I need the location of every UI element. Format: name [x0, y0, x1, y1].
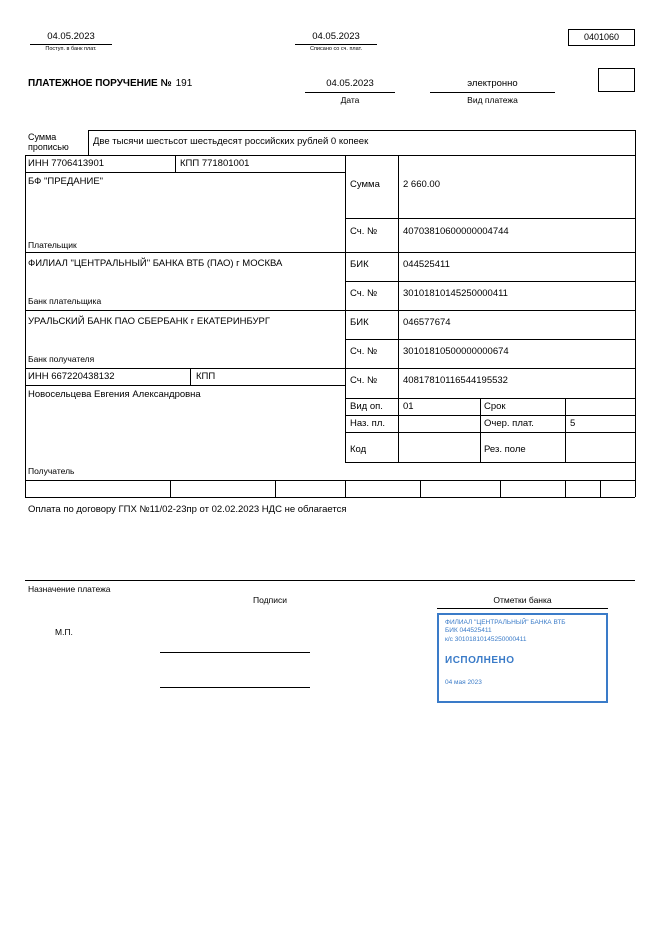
- table-border: [25, 172, 345, 173]
- document-date-value: 04.05.2023: [326, 78, 374, 89]
- table-border: [345, 339, 635, 340]
- table-border: [190, 368, 191, 385]
- date-debited-value: 04.05.2023: [312, 31, 360, 42]
- table-border: [480, 398, 481, 462]
- signatures-label: Подписи: [253, 595, 287, 605]
- table-border: [275, 480, 276, 497]
- table-border: [345, 480, 346, 497]
- priority-label: Очер. плат.: [484, 418, 534, 429]
- payment-kind-underline: [430, 92, 555, 93]
- table-border: [565, 398, 566, 462]
- payer-bank-account-label: Сч. №: [350, 288, 378, 299]
- signature-line-1: [160, 652, 310, 653]
- payee-bank-name: УРАЛЬСКИЙ БАНК ПАО СБЕРБАНК г ЕКАТЕРИНБУРГ: [28, 316, 271, 327]
- purpose-code-label: Наз. пл.: [350, 418, 385, 429]
- table-border: [175, 155, 176, 172]
- payee-inn: ИНН 667220438132: [28, 371, 115, 382]
- term-label: Срок: [484, 401, 506, 412]
- document-date-caption: Дата: [340, 95, 360, 105]
- payee-bank-bik-label: БИК: [350, 317, 369, 328]
- bank-marks-underline: [437, 608, 608, 609]
- document-date-underline: [305, 92, 395, 93]
- payee-bank-bik-value: 046577674: [403, 317, 451, 328]
- payer-name: БФ "ПРЕДАНИЕ": [28, 176, 104, 187]
- table-border: [635, 130, 636, 497]
- table-border: [565, 480, 566, 497]
- table-border: [25, 155, 635, 156]
- date-received-underline: [30, 44, 112, 45]
- table-border: [88, 130, 635, 131]
- amount-value: 2 660.00: [403, 179, 440, 190]
- amount-words-label: Сумма прописью: [28, 132, 69, 153]
- payee-name: Новосельцева Евгения Александровна: [28, 389, 201, 400]
- document-number: 191: [175, 78, 193, 89]
- reserve-field-label: Рез. поле: [484, 444, 526, 455]
- payer-bank-name: ФИЛИАЛ "ЦЕНТРАЛЬНЫЙ" БАНКА ВТБ (ПАО) г МОСКВА: [28, 258, 283, 269]
- table-border: [25, 385, 345, 386]
- stamp-date: 04 мая 2023: [445, 679, 482, 687]
- payer-inn: ИНН 7706413901: [28, 158, 105, 169]
- table-border: [25, 368, 635, 369]
- payee-account-label: Сч. №: [350, 375, 378, 386]
- stamp-status: ИСПОЛНЕНО: [445, 655, 515, 667]
- payer-account-value: 40703810600000004744: [403, 226, 509, 237]
- payee-bank-caption: Банк получателя: [28, 354, 95, 364]
- table-border: [25, 480, 635, 481]
- op-kind-value: 01: [403, 401, 414, 412]
- table-border: [345, 218, 635, 219]
- table-border: [25, 252, 635, 253]
- payee-caption: Получатель: [28, 466, 75, 476]
- priority-value: 5: [570, 418, 576, 429]
- form-code-value: 0401060: [583, 32, 620, 42]
- payer-caption: Плательщик: [28, 240, 77, 250]
- stamp-corr-account: к/с 30101810145250000411: [445, 635, 527, 643]
- signature-line-2: [160, 687, 310, 688]
- payer-bank-bik-label: БИК: [350, 259, 369, 270]
- table-border: [345, 462, 635, 463]
- table-border: [500, 480, 501, 497]
- payer-bank-account-value: 30101810145250000411: [403, 288, 508, 299]
- code-label: Код: [350, 444, 367, 455]
- date-debited-underline: [295, 44, 377, 45]
- form-code-box: [568, 29, 635, 46]
- payee-bank-account-value: 30101810500000000674: [403, 346, 509, 357]
- payer-bank-caption: Банк плательщика: [28, 296, 102, 306]
- table-border: [25, 155, 26, 497]
- stamp-bik: БИК 044525411: [445, 627, 492, 635]
- date-received-value: 04.05.2023: [47, 31, 95, 42]
- table-border: [25, 310, 635, 311]
- document-title: [28, 78, 192, 90]
- table-border: [88, 130, 89, 155]
- payee-kpp-label: КПП: [196, 371, 216, 382]
- date-debited-caption: Списано со сч. плат.: [309, 46, 363, 52]
- bank-marks-label: Отметки банка: [493, 595, 552, 605]
- table-border: [345, 415, 635, 416]
- payer-bank-bik-value: 044525411: [403, 259, 450, 270]
- table-border: [25, 497, 635, 498]
- table-border: [345, 155, 346, 462]
- table-border: [600, 480, 601, 497]
- payment-purpose-caption: Назначение платежа: [28, 584, 111, 594]
- op-kind-label: Вид оп.: [350, 401, 383, 412]
- payer-kpp: КПП 771801001: [180, 158, 250, 169]
- payment-kind-value: электронно: [467, 78, 518, 89]
- table-border: [345, 281, 635, 282]
- bank-execution-stamp: [437, 613, 608, 703]
- payment-purpose-text: Оплата по договору ГПХ №11/02-23пр от 02.02.2023 НДС не облагается: [28, 504, 347, 515]
- payee-account-value: 40817810116544195532: [403, 375, 508, 386]
- status-code-box: [598, 68, 635, 92]
- table-border: [420, 480, 421, 497]
- table-border: [345, 398, 635, 399]
- amount-words-value: Две тысячи шестьсот шестьдесят российских рублей 0 копеек: [93, 136, 369, 147]
- amount-label: Сумма: [350, 179, 380, 190]
- date-received-caption: Поступ. в банк плат.: [45, 46, 97, 52]
- stamp-bank-name: ФИЛИАЛ "ЦЕНТРАЛЬНЫЙ" БАНКА ВТБ: [445, 619, 566, 626]
- table-border: [170, 480, 171, 497]
- purpose-section-line: [25, 580, 635, 581]
- document-title-label: ПЛАТЕЖНОЕ ПОРУЧЕНИЕ №: [28, 78, 172, 89]
- payee-bank-account-label: Сч. №: [350, 346, 378, 357]
- payment-kind-caption: Вид платежа: [467, 95, 518, 105]
- payer-account-label: Сч. №: [350, 226, 378, 237]
- table-border: [345, 432, 635, 433]
- seal-place-label: М.П.: [55, 627, 73, 637]
- table-border: [398, 155, 399, 462]
